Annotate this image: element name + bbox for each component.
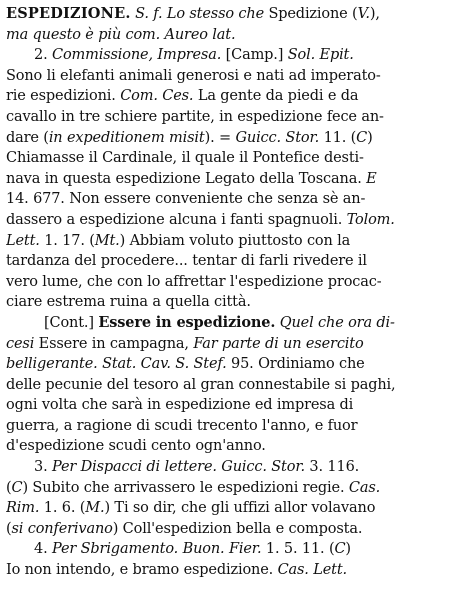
sense-2-line [6,45,464,66]
text-span: tardanza del procedere... tentar di farli rivedere il [6,253,367,270]
italic-text: Mt. [94,232,120,249]
sense-4-line [6,539,464,560]
text-line [6,148,464,169]
text-span: nava in questa espedizione Legato della Toscana. [6,170,367,187]
text-line [6,478,464,499]
text-span: 2. [34,47,52,64]
text-span: vero lume, che con lo affrettar l'espedizione procac- [6,273,382,290]
text-line [6,519,464,540]
text-span: Chiamasse il Cardinale, il quale il Pontefice desti- [6,150,364,167]
text-span: ) [367,129,373,146]
text-span: ). = [204,129,236,146]
text-span: Essere in campagna, [34,335,194,352]
text-line [6,395,464,416]
entry-heading-line [6,4,464,25]
text-span: ) Subito che arrivassero le espedizioni regie. [22,479,349,496]
text-span: d'espedizione scudi cento ogn'anno. [6,438,266,455]
text-span: [Camp.] [221,47,288,64]
italic-text: Com. Ces. [120,88,194,105]
italic-text: C [334,541,346,558]
text-span: ( [6,520,12,537]
text-span: 1. 5. 11. ( [261,541,335,558]
text-span: [Cont.] [44,314,99,331]
text-span: 11. ( [319,129,357,146]
text-line [6,436,464,457]
text-line [6,416,464,437]
text-span: dassero a espedizione alcuna i fanti spagnuoli. [6,211,347,228]
sense-3-line [6,457,464,478]
text-span: 1. 6. ( [39,500,86,517]
text-span: ), [369,6,380,22]
italic-text: Far parte di un esercito [193,335,364,352]
italic-text: E [366,170,377,187]
italic-text: Commissione, Impresa. [52,47,222,64]
text-span: Io non intendo, e bramo espedizione. [6,562,278,579]
italic-text: in expeditionem misit [48,129,205,146]
text-span: ) Ti so dir, che gli uffizi allor volavano [104,500,376,517]
italic-text: Rim. [6,500,40,517]
italic-text: si conferivano [11,520,113,537]
text-span: 3. 116. [304,459,360,476]
italic-text: cesi [6,335,35,352]
text-span: 14. 677. Non essere conveniente che senza sè an- [6,191,366,208]
italic-text: C [11,479,23,496]
italic-text: Lett. [6,232,40,249]
text-line [6,354,464,375]
text-line [6,498,464,519]
text-line [6,189,464,210]
italic-text: Guicc. Stor. [235,129,320,146]
italic-text: Cas. [348,479,381,496]
italic-text: Per Dispacci di lettere. Guicc. Stor. [52,459,305,476]
italic-text: Per Sbrigamento. Buon. Fier. [52,541,262,558]
bold-text: ESPEDIZIONE. [6,5,131,22]
text-line [6,375,464,396]
text-line [6,107,464,128]
text-span: ciare estrema ruina a quella città. [6,294,251,311]
text-span: ) [345,541,351,558]
italic-text: Sol. Epit. [287,47,354,64]
text-span: Sono li elefanti animali generosi e nati ad imperato- [6,67,381,84]
text-span: La gente da piedi e da [193,88,359,105]
text-line [6,272,464,293]
text-span: 3. [34,459,52,476]
text-span: delle pecunie del tesoro al gran connestabile si paghi, [6,376,396,393]
text-line [6,25,464,46]
text-span: dare ( [6,129,49,146]
text-line [6,231,464,252]
italic-text: Quel che ora di- [279,314,395,331]
text-span: ( [6,479,12,496]
text-span: cavallo in tre schiere partite, in espedizione fece an- [6,108,384,125]
text-span: ) Abbiam voluto piuttosto con la [119,232,351,249]
text-span: 4. [34,541,52,558]
text-span: rie espedizioni. [6,88,121,105]
subentry-line [6,313,464,334]
text-span: guerra, a ragione di scudi trecento l'anno, e fuor [6,417,358,434]
text-span: ) Coll'espedizion bella e composta. [112,520,363,537]
text-line [6,334,464,355]
text-line [6,169,464,190]
text-line [6,210,464,231]
text-span: 95. Ordiniamo che [226,356,365,373]
italic-text: Cas. Lett. [277,562,347,579]
italic-text: V. [357,6,370,22]
text-line [6,86,464,107]
italic-text: S. f. Lo stesso che [135,6,264,22]
text-span: 1. 17. ( [39,232,95,249]
bold-text: Essere in espedizione. [98,313,276,331]
text-line [6,292,464,313]
italic-text: M. [85,500,105,517]
italic-text: belligerante. Stat. Cav. S. Stef. [6,356,227,373]
text-line [6,560,464,581]
text-line [6,251,464,272]
text-span: ogni volta che sarà in espedizione ed impresa di [6,397,354,414]
italic-text: ma questo è più com. Aureo lat. [6,26,236,43]
text-span: Spedizione ( [264,6,358,22]
italic-text: Tolom. [346,211,395,228]
text-line [6,128,464,149]
text-line [6,66,464,87]
italic-text: C [356,129,368,146]
